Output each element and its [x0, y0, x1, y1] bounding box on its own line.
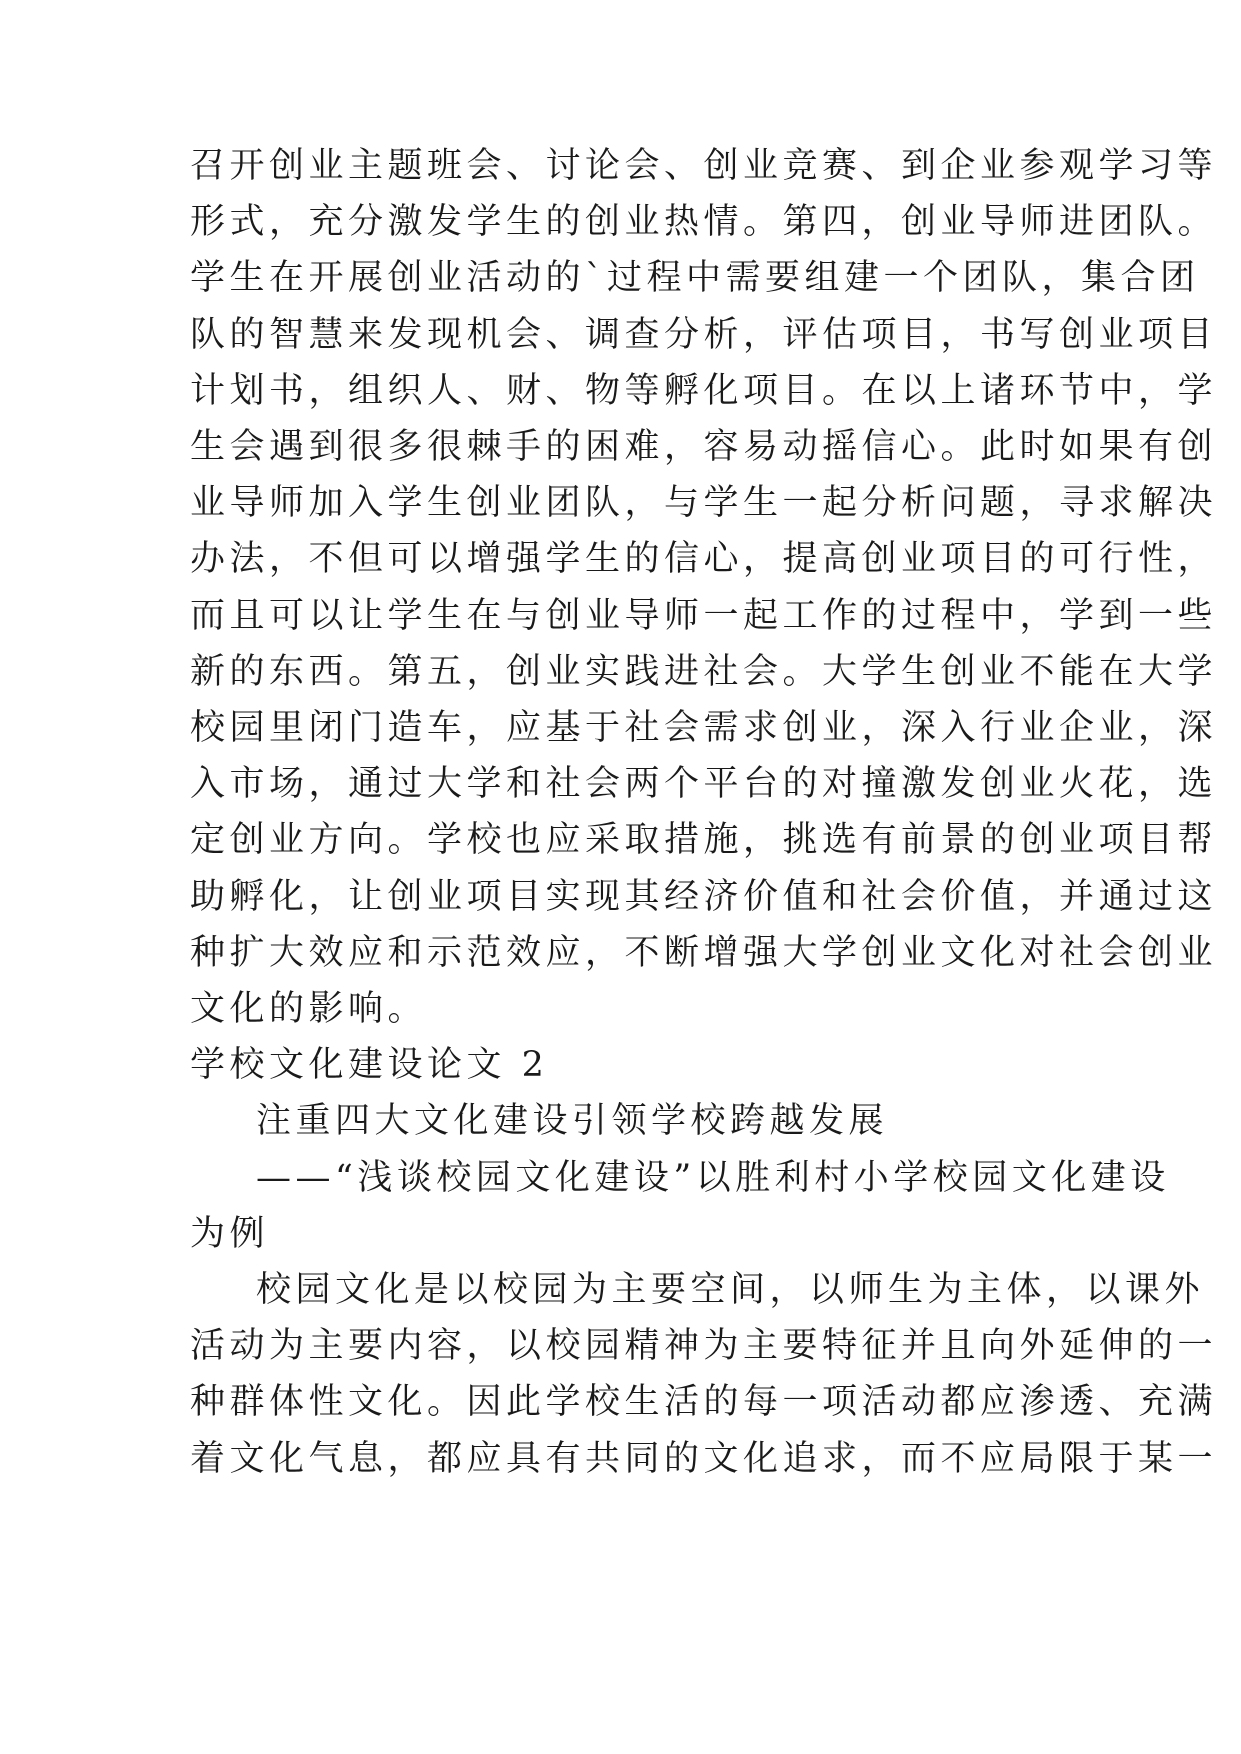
body-line: 助孵化，让创业项目实现其经济价值和社会价值，并通过这 [190, 877, 1218, 917]
body-line: 活动为主要内容，以校园精神为主要特征并且向外延伸的一 [190, 1326, 1218, 1366]
body-line: 业导师加入学生创业团队，与学生一起分析问题，寻求解决 [190, 483, 1218, 523]
body-line: 召开创业主题班会、讨论会、创业竞赛、到企业参观学习等 [190, 146, 1218, 186]
body-line: 入市场，通过大学和社会两个平台的对撞激发创业火花，选 [190, 764, 1218, 804]
body-line: 学生在开展创业活动的`过程中需要组建一个团队，集合团 [190, 258, 1200, 298]
body-line: 形式，充分激发学生的创业热情。第四，创业导师进团队。 [190, 202, 1218, 242]
article-subtitle: 为例 [190, 1214, 270, 1254]
body-line: 新的东西。第五，创业实践进社会。大学生创业不能在大学 [190, 652, 1218, 692]
article-subtitle: ——“浅谈校园文化建设”以胜利村小学校园文化建设 [256, 1158, 1170, 1198]
section-heading: 学校文化建设论文 2 [190, 1045, 549, 1085]
body-line: 办法，不但可以增强学生的信心，提高创业项目的可行性， [190, 539, 1218, 579]
body-line: 种扩大效应和示范效应，不断增强大学创业文化对社会创业 [190, 933, 1218, 973]
body-line: 而且可以让学生在与创业导师一起工作的过程中，学到一些 [190, 596, 1218, 636]
body-line: 校园里闭门造车，应基于社会需求创业，深入行业企业，深 [190, 708, 1218, 748]
body-line: 定创业方向。学校也应采取措施，挑选有前景的创业项目帮 [190, 820, 1218, 860]
body-line: 文化的影响。 [190, 989, 428, 1029]
body-line: 校园文化是以校园为主要空间，以师生为主体，以课外 [256, 1270, 1205, 1310]
body-line: 着文化气息，都应具有共同的文化追求，而不应局限于某一 [190, 1439, 1218, 1479]
body-line: 生会遇到很多很棘手的困难，容易动摇信心。此时如果有创 [190, 427, 1218, 467]
article-title: 注重四大文化建设引领学校跨越发展 [256, 1101, 889, 1141]
body-line: 计划书，组织人、财、物等孵化项目。在以上诸环节中，学 [190, 371, 1218, 411]
body-line: 队的智慧来发现机会、调查分析，评估项目，书写创业项目 [190, 315, 1218, 355]
body-line: 种群体性文化。因此学校生活的每一项活动都应渗透、充满 [190, 1382, 1218, 1422]
